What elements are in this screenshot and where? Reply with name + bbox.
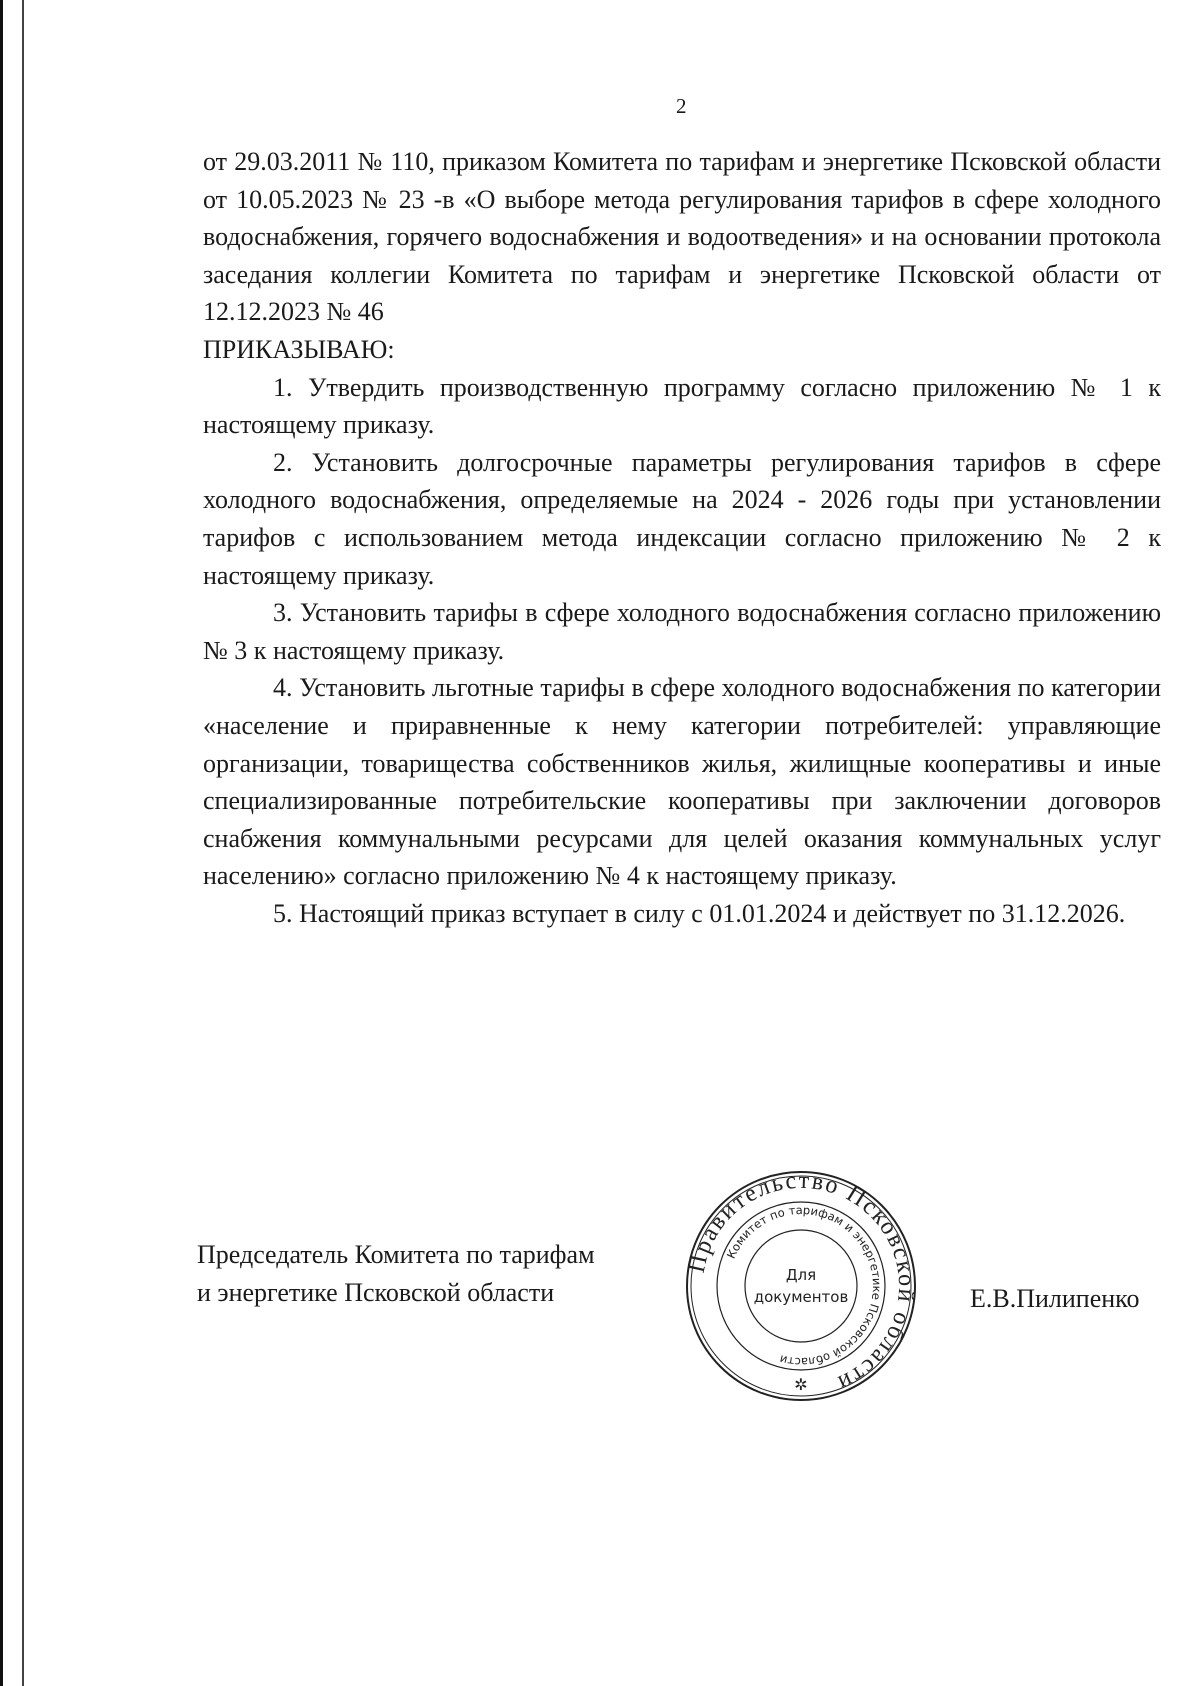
order-heading: ПРИКАЗЫВАЮ: xyxy=(203,334,395,364)
signatory-name: Е.В.Пилипенко xyxy=(970,1284,1140,1313)
order-item-4: 4. Установить льготные тарифы в сфере холодного водоснабжения по категории «население и приравненные к нему категории потребителей: управляющие организации, товарищества собственников жилья, жилищные кооперативы и иные специализированные потребительские кооперативы при заключении договоров снабжения коммунальными ресурсами для целей оказания коммунальных услуг населению» согласно приложению № 4 к настоящему приказу. xyxy=(203,673,1161,891)
scan-edge-line xyxy=(0,0,3,1686)
stamp-center-text: документов xyxy=(753,1288,849,1306)
stamp-seal xyxy=(683,1168,919,1404)
signatory-title xyxy=(197,1236,595,1312)
order-item-3: 3. Установить тарифы в сфере холодного водоснабжения согласно приложению № 3 к настоящему приказу. xyxy=(203,598,1161,665)
svg-text:Комитет по тарифам и энергетик xyxy=(724,1203,884,1369)
signatory-title-line: и энергетике Псковской области xyxy=(197,1278,555,1307)
intro-paragraph: от 29.03.2011 № 110, приказом Комитета по тарифам и энергетике Псковской области от 10.05.2023 № 23 -в «О выборе метода регулирования тарифов в сфере холодного водоснабжения, горячего водоснабжения и водоотведения» и на основании протокола заседания коллегии Комитета по тарифам и энергетике Псковской области от 12.12.2023 № 46 xyxy=(203,147,1161,327)
document-body xyxy=(203,143,1161,932)
scan-edge-line xyxy=(22,0,24,1686)
stamp-center-text: Для xyxy=(785,1266,817,1284)
order-item-1: 1. Утвердить производственную программу согласно приложению № 1 к настоящему приказу. xyxy=(203,372,1161,440)
signatory-title-line: Председатель Комитета по тарифам xyxy=(197,1240,595,1269)
page-number: 2 xyxy=(676,94,687,118)
order-item-2: 2. Установить долгосрочные параметры регулирования тарифов в сфере холодного водоснабжения, определяемые на 2024 - 2026 годы при установлении тарифов с использованием метода индексации согласно приложению № 2 к настоящему приказу. xyxy=(203,447,1161,590)
stamp-inner-text: Комитет по тарифам и энергетике Псковской области xyxy=(723,1202,885,1370)
official-stamp xyxy=(683,1168,919,1404)
stamp-asterisk-icon: ✲ xyxy=(794,1375,808,1394)
stamp-outer-text: Правительство Псковской области xyxy=(683,1168,919,1397)
order-item-5: 5. Настоящий приказ вступает в силу с 01.01.2024 и действует по 31.12.2026. xyxy=(273,898,1126,928)
